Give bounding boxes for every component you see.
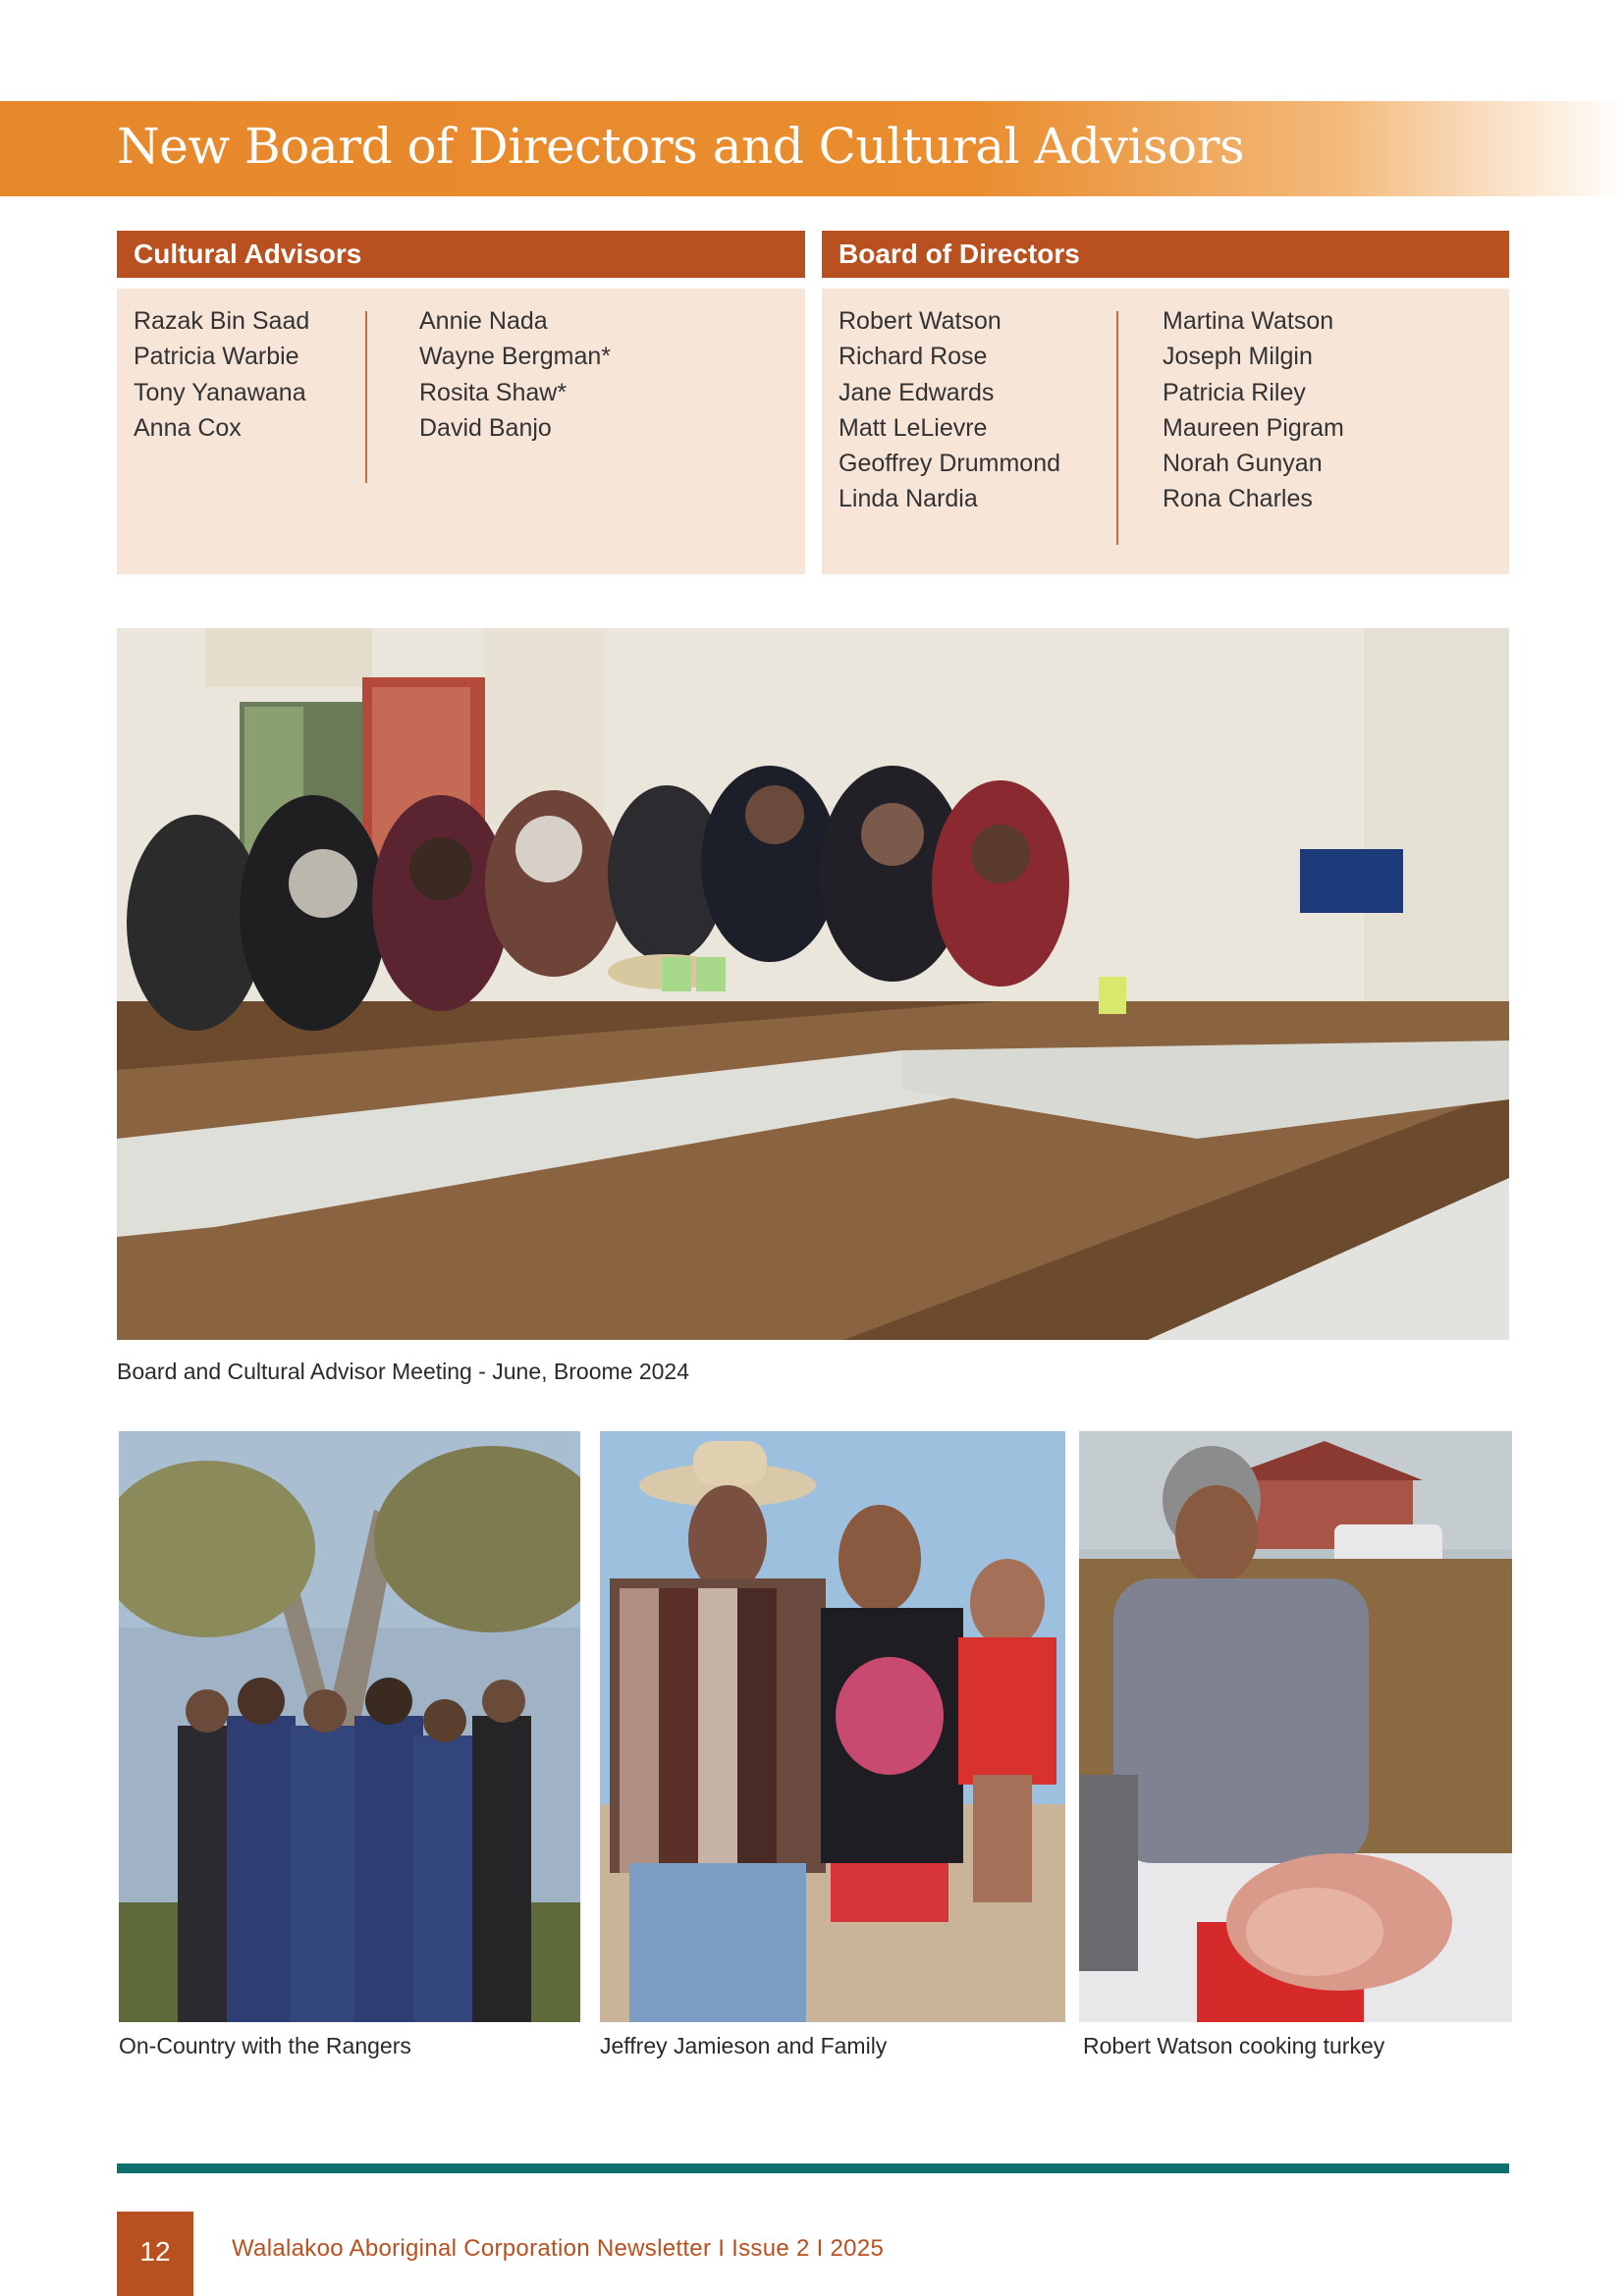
advisor-name: Tony Yanawana — [134, 378, 306, 406]
advisor-name: Rosita Shaw* — [419, 378, 568, 406]
board-panel — [822, 231, 1509, 574]
advisor-name: Wayne Bergman* — [419, 343, 611, 371]
robert-caption: Robert Watson cooking turkey — [1083, 2033, 1385, 2058]
director-name: Richard Rose — [839, 343, 988, 371]
advisor-name: Patricia Warbie — [134, 343, 299, 371]
cultural-advisors-heading: Cultural Advisors — [117, 231, 805, 278]
meeting-caption: Board and Cultural Advisor Meeting - June, Broome 2024 — [117, 1359, 689, 1384]
advisor-name: Annie Nada — [419, 307, 548, 335]
robert-photo — [1079, 1431, 1512, 2022]
footer-text: Walalakoo Aboriginal Corporation Newsletter I Issue 2 I 2025 — [232, 2235, 885, 2262]
director-name: Linda Nardia — [839, 485, 978, 513]
board-list — [822, 289, 1509, 574]
advisor-name: Razak Bin Saad — [134, 307, 310, 335]
director-name: Maureen Pigram — [1163, 413, 1344, 442]
director-name: Matt LeLievre — [839, 413, 988, 442]
column-divider — [1116, 311, 1118, 545]
rangers-photo — [119, 1431, 580, 2022]
cultural-advisors-col-2 — [419, 303, 611, 446]
board-heading: Board of Directors — [822, 231, 1509, 278]
footer-rule — [117, 2163, 1509, 2173]
director-name: Geoffrey Drummond — [839, 450, 1061, 478]
director-name: Robert Watson — [839, 307, 1001, 335]
rangers-caption: On-Country with the Rangers — [119, 2033, 411, 2058]
meeting-photo — [117, 628, 1509, 1340]
director-name: Patricia Riley — [1163, 378, 1306, 406]
advisor-name: Anna Cox — [134, 413, 242, 442]
page-title: New Board of Directors and Cultural Advisors — [117, 118, 1245, 175]
director-name: Rona Charles — [1163, 485, 1313, 513]
title-banner — [0, 101, 1624, 196]
jeffrey-photo — [600, 1431, 1065, 2022]
advisor-name: David Banjo — [419, 413, 552, 442]
cultural-advisors-list — [117, 289, 805, 574]
column-divider — [365, 311, 367, 483]
cultural-advisors-panel — [117, 231, 805, 574]
director-name: Joseph Milgin — [1163, 343, 1313, 371]
cultural-advisors-col-1 — [134, 303, 309, 446]
director-name: Norah Gunyan — [1163, 450, 1323, 478]
page-number: 12 — [117, 2212, 193, 2296]
board-col-1 — [839, 303, 1060, 517]
jeffrey-caption: Jeffrey Jamieson and Family — [600, 2033, 888, 2058]
director-name: Jane Edwards — [839, 378, 995, 406]
director-name: Martina Watson — [1163, 307, 1334, 335]
board-col-2 — [1163, 303, 1344, 517]
